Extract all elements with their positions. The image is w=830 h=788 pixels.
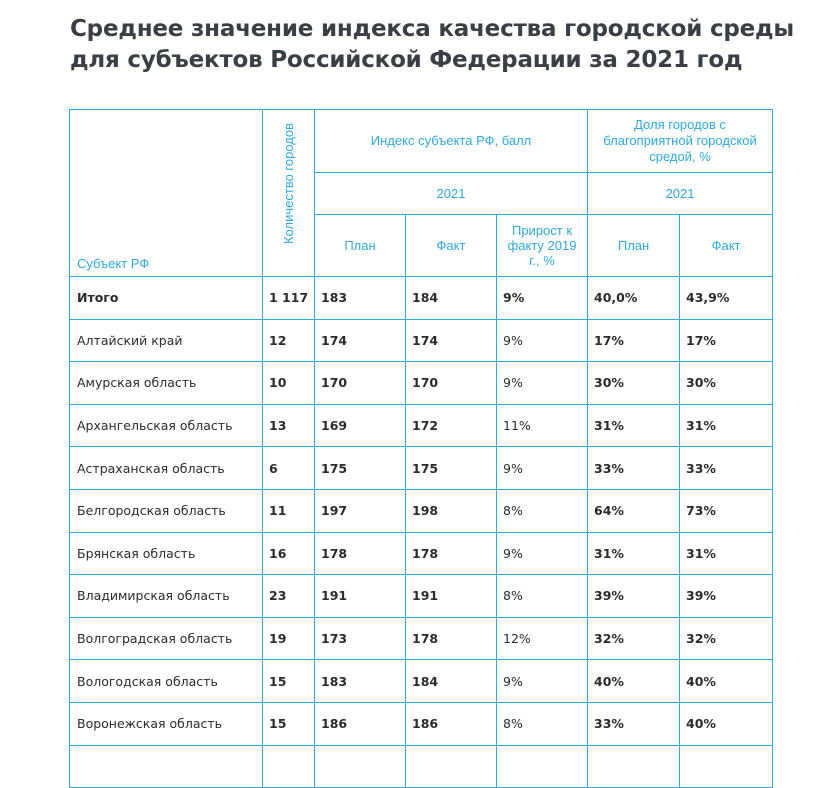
cell-share-plan: 31% bbox=[588, 404, 680, 447]
header-year-index: 2021 bbox=[315, 173, 588, 215]
cell-fact: 170 bbox=[406, 362, 497, 405]
header-fact: Факт bbox=[406, 215, 497, 277]
cell-share-plan: 30% bbox=[588, 362, 680, 405]
cell-count: 16 bbox=[263, 532, 315, 575]
header-count-label: Количество городов bbox=[280, 122, 296, 244]
cell-share-plan: 39% bbox=[588, 575, 680, 618]
cell-growth: 9% bbox=[497, 447, 588, 490]
data-table bbox=[69, 109, 773, 788]
table-row bbox=[70, 532, 773, 575]
cell-count: 15 bbox=[263, 702, 315, 745]
cell-fact: 178 bbox=[406, 617, 497, 660]
cell-subject: Амурская область bbox=[70, 362, 263, 405]
cell-fact: 186 bbox=[406, 702, 497, 745]
cell-count: 15 bbox=[263, 660, 315, 703]
cell-growth: 8% bbox=[497, 702, 588, 745]
header-plan: План bbox=[315, 215, 406, 277]
cell-plan: 173 bbox=[315, 617, 406, 660]
cell-plan: 186 bbox=[315, 702, 406, 745]
cell-fact: 174 bbox=[406, 319, 497, 362]
cell-count: 10 bbox=[263, 362, 315, 405]
table-row bbox=[70, 702, 773, 745]
cell-subject: Вологодская область bbox=[70, 660, 263, 703]
cell-plan: 175 bbox=[315, 447, 406, 490]
table-row bbox=[70, 617, 773, 660]
cell-count: 23 bbox=[263, 575, 315, 618]
cell-subject: Брянская область bbox=[70, 532, 263, 575]
cell-fact: 191 bbox=[406, 575, 497, 618]
header-year-share: 2021 bbox=[588, 173, 773, 215]
cell-count: 13 bbox=[263, 404, 315, 447]
cell-share-fact: 43,9% bbox=[680, 277, 773, 320]
cell-plan: 191 bbox=[315, 575, 406, 618]
table-row bbox=[70, 447, 773, 490]
cell-growth: 8% bbox=[497, 489, 588, 532]
table-row bbox=[70, 362, 773, 405]
cell-empty bbox=[70, 745, 263, 788]
cell-fact: 172 bbox=[406, 404, 497, 447]
cell-growth: 8% bbox=[497, 575, 588, 618]
cell-share-plan: 40% bbox=[588, 660, 680, 703]
cell-growth: 9% bbox=[497, 660, 588, 703]
cell-plan: 183 bbox=[315, 660, 406, 703]
cell-subject: Архангельская область bbox=[70, 404, 263, 447]
cell-empty bbox=[497, 745, 588, 788]
table-row-partial bbox=[70, 745, 773, 788]
cell-empty bbox=[315, 745, 406, 788]
cell-subject: Астраханская область bbox=[70, 447, 263, 490]
cell-fact: 178 bbox=[406, 532, 497, 575]
table-row bbox=[70, 575, 773, 618]
cell-share-fact: 40% bbox=[680, 660, 773, 703]
cell-subject: Белгородская область bbox=[70, 489, 263, 532]
cell-share-fact: 73% bbox=[680, 489, 773, 532]
cell-share-fact: 17% bbox=[680, 319, 773, 362]
cell-share-fact: 32% bbox=[680, 617, 773, 660]
cell-count: 19 bbox=[263, 617, 315, 660]
page-title-line-2: для субъектов Российской Федерации за 2021 год bbox=[70, 47, 743, 73]
cell-share-fact: 31% bbox=[680, 404, 773, 447]
cell-growth: 11% bbox=[497, 404, 588, 447]
table-row bbox=[70, 489, 773, 532]
cell-share-fact: 31% bbox=[680, 532, 773, 575]
table-row bbox=[70, 660, 773, 703]
cell-plan: 178 bbox=[315, 532, 406, 575]
cell-count: 12 bbox=[263, 319, 315, 362]
header-share-group: Доля городов с благоприятной городской средой, % bbox=[588, 110, 773, 173]
cell-empty bbox=[588, 745, 680, 788]
cell-count: 1 117 bbox=[263, 277, 315, 320]
cell-fact: 175 bbox=[406, 447, 497, 490]
cell-plan: 174 bbox=[315, 319, 406, 362]
cell-empty bbox=[680, 745, 773, 788]
header-share-fact: Факт bbox=[680, 215, 773, 277]
header-index-group: Индекс субъекта РФ, балл bbox=[315, 110, 588, 173]
cell-share-plan: 33% bbox=[588, 702, 680, 745]
cell-share-plan: 17% bbox=[588, 319, 680, 362]
cell-share-plan: 40,0% bbox=[588, 277, 680, 320]
cell-count: 11 bbox=[263, 489, 315, 532]
header-share-plan: План bbox=[588, 215, 680, 277]
cell-share-plan: 31% bbox=[588, 532, 680, 575]
cell-share-plan: 33% bbox=[588, 447, 680, 490]
header-subject: Субъект РФ bbox=[70, 110, 263, 277]
cell-count: 6 bbox=[263, 447, 315, 490]
table-row bbox=[70, 404, 773, 447]
cell-growth: 9% bbox=[497, 277, 588, 320]
table-row bbox=[70, 319, 773, 362]
cell-share-fact: 33% bbox=[680, 447, 773, 490]
cell-subject: Волгоградская область bbox=[70, 617, 263, 660]
cell-growth: 9% bbox=[497, 362, 588, 405]
cell-plan: 169 bbox=[315, 404, 406, 447]
cell-fact: 184 bbox=[406, 660, 497, 703]
cell-subject: Алтайский край bbox=[70, 319, 263, 362]
cell-plan: 197 bbox=[315, 489, 406, 532]
cell-fact: 198 bbox=[406, 489, 497, 532]
cell-plan: 170 bbox=[315, 362, 406, 405]
header-count bbox=[263, 110, 315, 277]
cell-share-plan: 64% bbox=[588, 489, 680, 532]
table-row-total bbox=[70, 277, 773, 320]
cell-plan: 183 bbox=[315, 277, 406, 320]
header-growth: Прирост к факту 2019 г., % bbox=[497, 215, 588, 277]
cell-fact: 184 bbox=[406, 277, 497, 320]
cell-share-fact: 40% bbox=[680, 702, 773, 745]
cell-growth: 9% bbox=[497, 532, 588, 575]
cell-empty bbox=[406, 745, 497, 788]
cell-empty bbox=[263, 745, 315, 788]
cell-share-fact: 30% bbox=[680, 362, 773, 405]
cell-growth: 12% bbox=[497, 617, 588, 660]
page-title bbox=[70, 14, 794, 76]
cell-share-plan: 32% bbox=[588, 617, 680, 660]
cell-subject: Итого bbox=[70, 277, 263, 320]
cell-growth: 9% bbox=[497, 319, 588, 362]
page-title-line-1: Среднее значение индекса качества городской среды bbox=[70, 16, 795, 42]
cell-subject: Воронежская область bbox=[70, 702, 263, 745]
cell-share-fact: 39% bbox=[680, 575, 773, 618]
cell-subject: Владимирская область bbox=[70, 575, 263, 618]
